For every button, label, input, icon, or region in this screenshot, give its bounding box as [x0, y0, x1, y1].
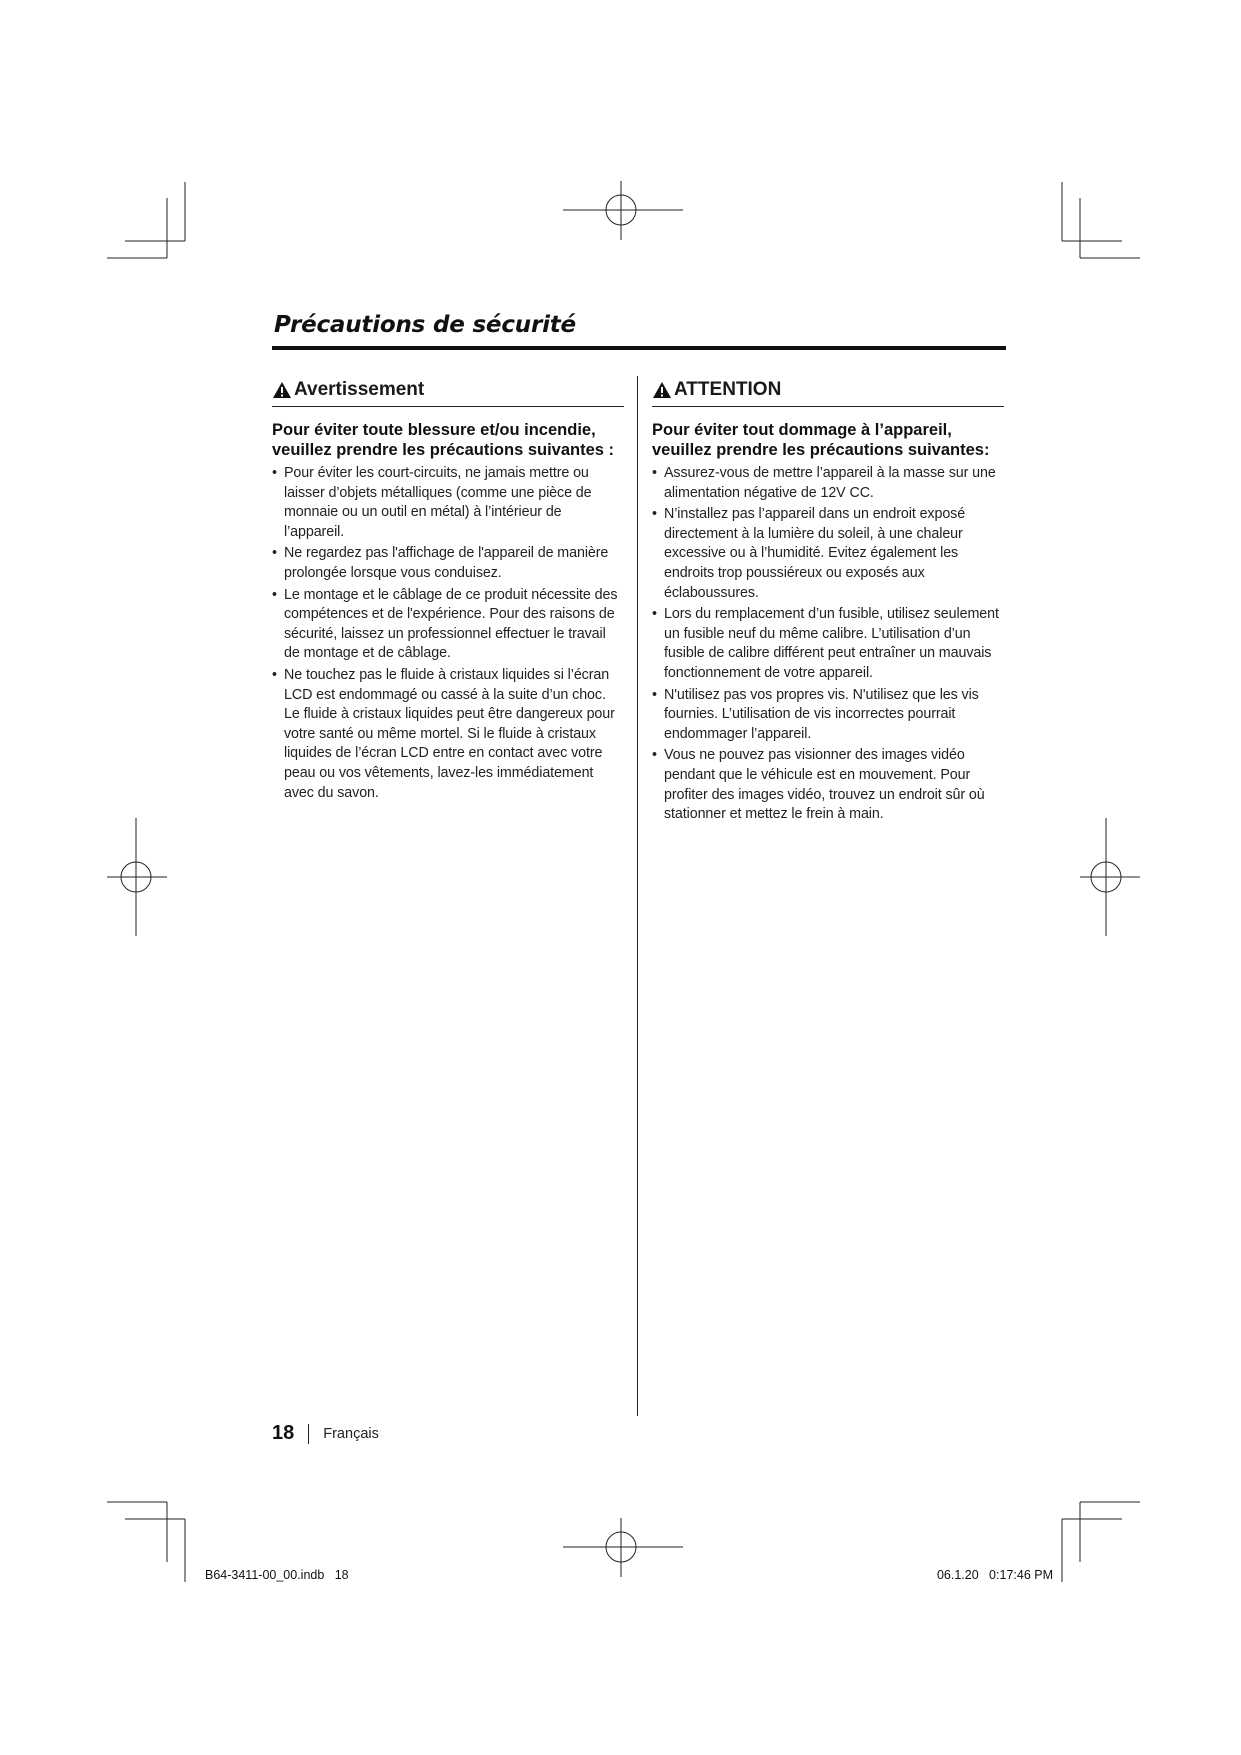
bullet: •	[272, 666, 277, 683]
attention-list	[652, 464, 1004, 825]
warning-triangle-icon	[652, 381, 672, 399]
bullet: •	[652, 686, 657, 703]
list-item	[272, 464, 624, 542]
bullet: •	[272, 586, 277, 603]
bullet: •	[272, 545, 277, 562]
column-divider	[637, 376, 638, 1416]
list-item-text: Ne touchez pas le fluide à cristaux liquides si l’écran LCD est endommagé ou cassé à la suite d’un choc. Le fluide à cristaux liquides peut être dangereux pour votre santé ou même mortel. Si le fluide à cristaux liquides de l’écran LCD entre en contact avec votre peau ou vos vêtements, lavez-les immédiatement avec du savon.	[284, 666, 615, 801]
list-item-text: Lors du remplacement d’un fusible, utilisez seulement un fusible neuf du même calibre. L’utilisation d’un fusible de calibre différent peut entraîner un mauvais fonctionnement de votre appareil.	[664, 606, 999, 681]
crop-mark-bottom-left	[107, 1502, 185, 1582]
page-number: 18	[272, 1422, 295, 1444]
bullet: •	[652, 606, 657, 623]
bullet: •	[652, 465, 657, 481]
warning-triangle-icon	[272, 381, 292, 399]
list-item	[652, 605, 1004, 683]
crop-mark-top-left	[107, 182, 185, 258]
bullet: •	[652, 747, 657, 764]
list-item	[272, 586, 624, 664]
page-footer	[272, 1422, 379, 1445]
warning-heading-text: Avertissement	[294, 378, 425, 400]
attention-heading-text: ATTENTION	[674, 378, 782, 400]
list-item	[652, 746, 1004, 824]
list-item	[272, 666, 624, 803]
registration-mark-top	[563, 181, 683, 240]
registration-mark-bottom	[563, 1518, 683, 1577]
list-item	[652, 686, 1004, 745]
attention-subheading: Pour éviter tout dommage à l’appareil, veuillez prendre les précautions suivantes:	[652, 421, 990, 459]
warning-list	[272, 464, 624, 803]
list-item	[652, 505, 1004, 603]
list-item-text: N’installez pas l’appareil dans un endroit exposé directement à la lumière du soleil, à une chaleur excessive ou à l’humidité. Evitez également les endroits trop poussiéreux ou exposés aux éclaboussures.	[664, 506, 966, 601]
attention-section	[652, 376, 1004, 827]
list-item-text: Le montage et le câblage de ce produit nécessite des compétences et de l'expérience. Pour des raisons de sécurité, laissez un professionnel effectuer le travail de montage et de câblage.	[284, 586, 618, 662]
print-slug-timestamp: 06.1.20 0:17:46 PM	[936, 1568, 1053, 1582]
list-item	[272, 544, 624, 583]
print-slug-file: B64-3411-00_00.indb 18	[205, 1568, 349, 1582]
list-item-text: Vous ne pouvez pas visionner des images vidéo pendant que le véhicule est en mouvement. Pour profiter des images vidéo, trouvez un endroit sûr où stationner et mettez le frein à main.	[664, 747, 985, 823]
list-item-text: Ne regardez pas l'affichage de l'appareil de manière prolongée lorsque vous conduisez.	[284, 545, 609, 581]
page-title: Précautions de sécurité	[274, 312, 576, 338]
page-language: Français	[323, 1425, 379, 1442]
warning-section	[272, 376, 624, 805]
warning-heading	[272, 376, 624, 407]
crop-mark-bottom-right	[1062, 1502, 1140, 1582]
list-item-text: Assurez-vous de mettre l’appareil à la masse sur une alimentation négative de 12V CC.	[664, 465, 996, 501]
warning-subheading: Pour éviter toute blessure et/ou incendie, veuillez prendre les précautions suivantes :	[272, 421, 615, 459]
attention-heading	[652, 376, 1004, 407]
crop-mark-top-right	[1062, 182, 1140, 258]
registration-mark-right	[1080, 818, 1140, 936]
footer-separator	[308, 1424, 309, 1444]
list-item-text: Pour éviter les court-circuits, ne jamais mettre ou laisser d’objets métalliques (comme une pièce de monnaie ou un outil en métal) à l’intérieur de l’appareil.	[284, 465, 592, 540]
bullet: •	[272, 465, 277, 481]
list-item-text: N'utilisez pas vos propres vis. N'utilisez que les vis fournies. L’utilisation de vis incorrectes pourrait endommager l’appareil.	[664, 686, 979, 742]
registration-mark-left	[107, 818, 167, 936]
bullet: •	[652, 506, 657, 523]
list-item	[652, 464, 1004, 503]
title-rule	[272, 346, 1006, 350]
